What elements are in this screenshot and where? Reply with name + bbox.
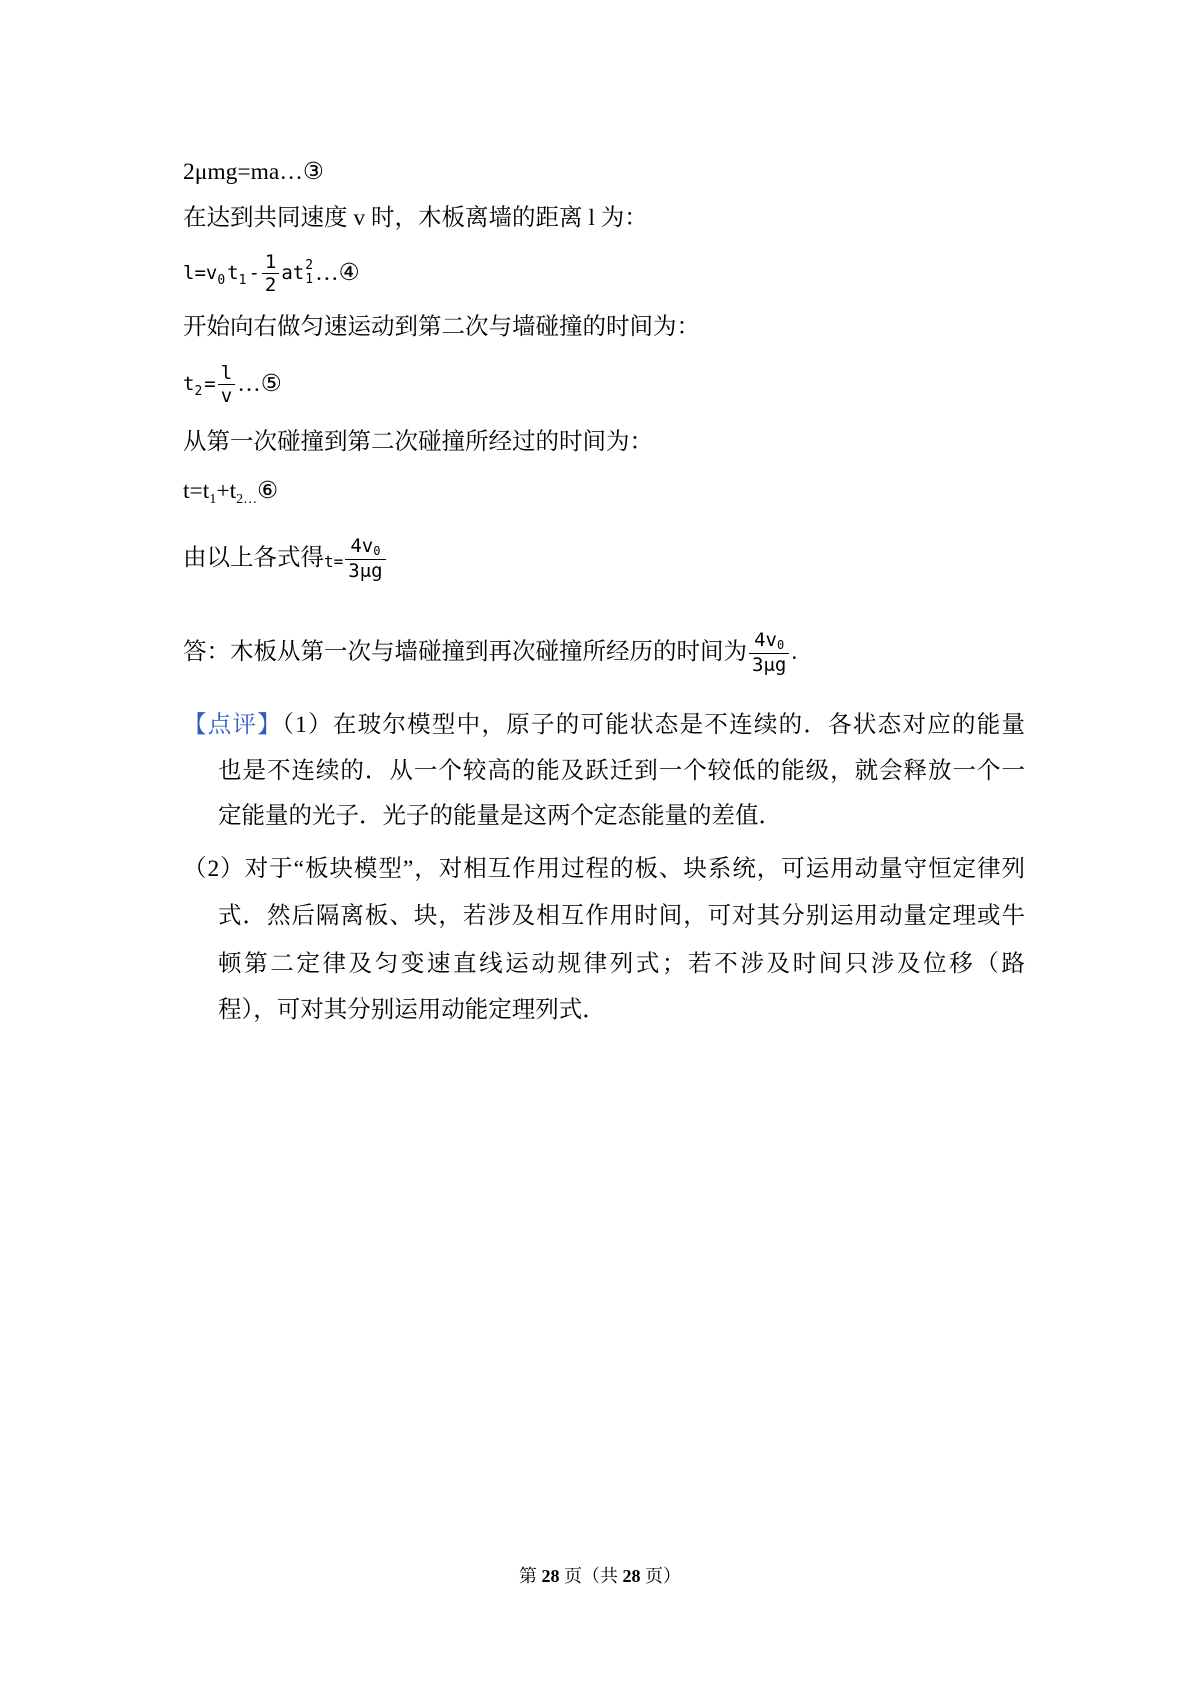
comment-part2-line-2: 式．然后隔离板、块，若涉及相互作用时间，可对其分别运用动量定理或牛 [218, 903, 1025, 929]
answer-text: 答：木板从第一次与墙碰撞到再次碰撞所经历的时间为 [183, 639, 747, 665]
result-numerator-subscript: 0 [373, 543, 381, 558]
comment-part2-line-4: 程），可对其分别运用动能定理列式． [218, 997, 606, 1023]
eq5-tail: …⑤ [237, 371, 282, 397]
equation-4 [183, 248, 360, 298]
eq4-fraction [262, 251, 279, 296]
eq4-prefix: l=v [183, 262, 218, 284]
footer-page-number: 28 [541, 1566, 560, 1586]
eq4-fraction-denominator: 2 [264, 273, 277, 296]
eq4-superscript: 2 [305, 258, 314, 273]
eq4-v-subscript: 0 [217, 272, 226, 288]
eq6-prefix: t=t [183, 478, 210, 504]
footer-total-pages: 28 [622, 1566, 641, 1586]
eq5-fraction-denominator: v [220, 384, 233, 407]
eq5-fraction [218, 362, 235, 407]
answer-numerator-main: 4v [754, 628, 777, 651]
answer-fraction-denominator: 3μg [752, 653, 787, 676]
comment-part1-line-1-text: （1）在玻尔模型中，原子的可能状态是不连续的．各状态对应的能量 [282, 712, 1026, 738]
answer-fraction-numerator [749, 629, 789, 654]
footer-prefix: 第 [519, 1566, 542, 1586]
eq4-minus: - [248, 262, 260, 284]
result-fraction-denominator: 3μg [348, 559, 383, 582]
distance-intro-text: 在达到共同速度 v 时，木板离墙的距离 l 为： [183, 205, 648, 231]
answer-fraction [749, 629, 789, 676]
eq4-tail: …④ [315, 260, 360, 286]
total-time-intro-text: 从第一次碰撞到第二次碰撞所经过的时间为： [183, 429, 653, 455]
eq6-subscript-1: 1 [209, 492, 217, 507]
page-footer [0, 1565, 1200, 1587]
eq4-t: t [227, 262, 239, 284]
eq4-at: at [281, 262, 305, 284]
answer-tail: . [791, 639, 798, 665]
answer-numerator-subscript: 0 [776, 637, 785, 652]
eq6-plus: +t [216, 478, 237, 504]
eq4-fraction-numerator: 1 [262, 251, 279, 274]
eq6-tail: ⑥ [257, 478, 279, 504]
eq6-subscript-2: 2… [236, 492, 258, 507]
result-fraction-numerator [345, 535, 385, 560]
comment-part2-line-3: 顿第二定律及匀变速直线运动规律列式；若不涉及时间只涉及位移（路 [218, 951, 1025, 977]
result-numerator-main: 4v [350, 534, 374, 557]
comment-label: 【点评】 [183, 712, 283, 738]
answer-line [183, 627, 797, 677]
eq4-subscript: 1 [305, 272, 314, 287]
time2-intro-text: 开始向右做匀速运动到第二次与墙碰撞的时间为： [183, 314, 700, 340]
footer-middle: 页（共 [559, 1566, 623, 1586]
result-lhs: t= [324, 552, 344, 571]
comment-part1-line-2: 也是不连续的．从一个较高的能及跃迁到一个较低的能级，就会释放一个一 [218, 758, 1025, 784]
eq5-t: t [183, 373, 195, 395]
eq4-sup-sub [305, 259, 313, 287]
comment-part1-line-1 [183, 710, 1025, 740]
equation-6 [183, 476, 278, 510]
footer-suffix: 页） [640, 1566, 681, 1586]
eq4-t-subscript: 1 [238, 272, 247, 288]
result-text: 由以上各式得 [183, 545, 324, 571]
result-fraction [345, 535, 385, 582]
equation-3: 2μmg=ma…③ [183, 159, 324, 185]
result-equation [183, 533, 388, 583]
comment-part2-line-1: （2）对于“板块模型”，对相互作用过程的板、块系统，可运用动量守恒定律列 [183, 856, 1025, 882]
eq5-equals: = [204, 373, 216, 395]
comment-part1-line-3: 定能量的光子．光子的能量是这两个定态能量的差值． [218, 803, 782, 829]
eq5-t-subscript: 2 [194, 383, 203, 399]
equation-5 [183, 359, 282, 409]
eq5-fraction-numerator: l [218, 362, 235, 385]
